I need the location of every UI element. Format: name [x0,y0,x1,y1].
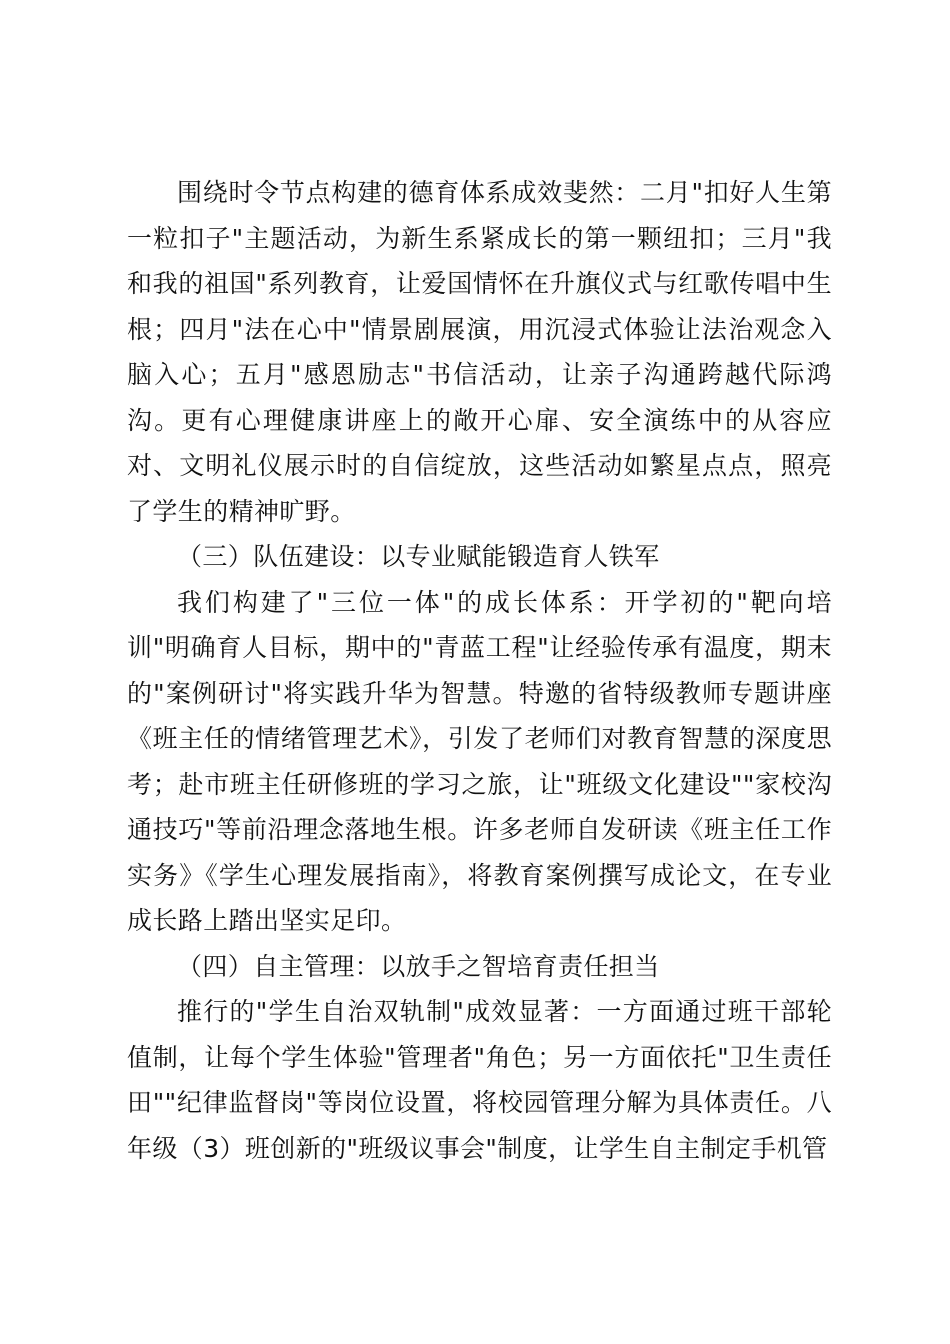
body-paragraph-self-management: 推行的"学生自治双轨制"成效显著：一方面通过班干部轮值制，让每个学生体验"管理者"角色；另一方面依托"卫生责任田""纪律监督岗"等岗位设置，将校园管理分解为具体责任。八年级（3）班创新的"班级议事会"制度，让学生自主制定手机管 [127,997,832,1163]
body-paragraph-moral-education: 围绕时令节点构建的德育体系成效斐然：二月"扣好人生第一粒扣子"主题活动，为新生系紧成长的第一颗纽扣；三月"我和我的祖国"系列教育，让爱国情怀在升旗仪式与红歌传唱中生根；四月"法在心中"情景剧展演，用沉浸式体验让法治观念入脑入心；五月"感恩励志"书信活动，让亲子沟通跨越代际鸿沟。更有心理健康讲座上的敞开心扉、安全演练中的从容应对、文明礼仪展示时的自信绽放，这些活动如繁星点点，照亮了学生的精神旷野。 [127,178,832,526]
body-paragraph-team-building: 我们构建了"三位一体"的成长体系：开学初的"靶向培训"明确育人目标，期中的"青蓝工程"让经验传承有温度，期末的"案例研讨"将实践升华为智慧。特邀的省特级教师专题讲座《班主任的情绪管理艺术》，引发了老师们对教育智慧的深度思考；赴市班主任研修班的学习之旅，让"班级文化建设""家校沟通技巧"等前沿理念落地生根。许多老师自发研读《班主任工作实务》《学生心理发展指南》，将教育案例撰写成论文，在专业成长路上踏出坚实足印。 [127,587,832,935]
section-heading-team-building: （三）队伍建设：以专业赋能锻造育人铁军 [177,542,660,571]
section-heading-self-management: （四）自主管理：以放手之智培育责任担当 [177,951,660,981]
document-page [127,170,832,1171]
